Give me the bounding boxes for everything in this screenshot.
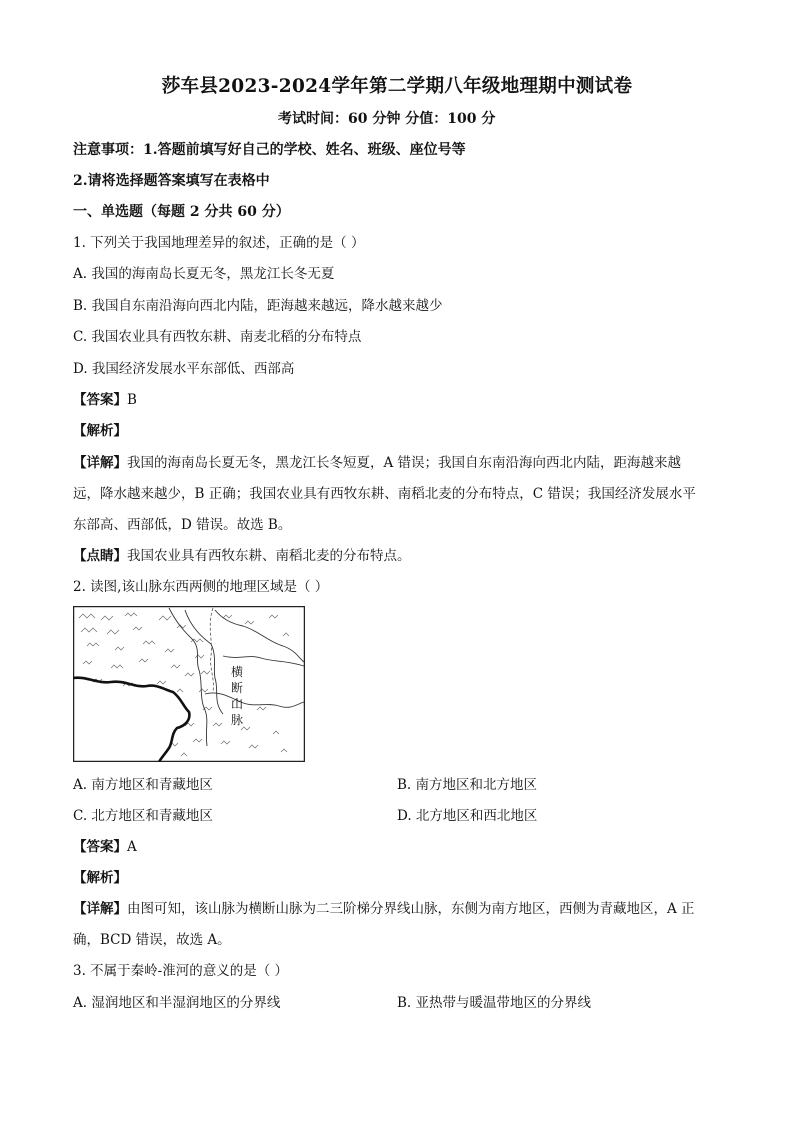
map-label-char: 断 <box>230 681 244 695</box>
q1-point <box>73 547 411 565</box>
q2-stem: 2. 读图,该山脉东西两侧的地理区域是（ ） <box>73 579 329 595</box>
map-figure <box>73 606 305 762</box>
q2-option-b: B. 南方地区和北方地区 <box>397 777 538 793</box>
q2-detail-2: 确，BCD 错误，故选 A。 <box>73 932 231 948</box>
q2-option-c: C. 北方地区和青藏地区 <box>73 808 213 824</box>
q2-answer <box>73 838 137 856</box>
q2-analysis-tag: 【解析】 <box>73 870 127 886</box>
q1-option-a: A. 我国的海南岛长夏无冬，黑龙江长冬无夏 <box>73 266 335 282</box>
detail-tag: 【详解】 <box>73 455 127 471</box>
q3-option-a: A. 湿润地区和半湿润地区的分界线 <box>73 995 281 1011</box>
notice-1: 注意事项：1.答题前填写好自己的学校、姓名、班级、座位号等 <box>73 142 466 158</box>
page-title: 莎车县2023-2024学年第二学期八年级地理期中测试卷 <box>161 76 633 97</box>
map-label-char: 山 <box>230 697 244 711</box>
answer-value: B <box>127 392 137 408</box>
q1-stem: 1. 下列关于我国地理差异的叙述，正确的是（ ） <box>73 235 365 251</box>
q1-option-b: B. 我国自东南沿海向西北内陆，距海越来越远，降水越来越少 <box>73 298 443 314</box>
q3-option-b: B. 亚热带与暖温带地区的分界线 <box>397 995 592 1011</box>
q2-option-d: D. 北方地区和西北地区 <box>397 808 538 824</box>
detail-text: 由图可知，该山脉为横断山脉为二三阶梯分界线山脉，东侧为南方地区，西侧为青藏地区，A 正 <box>127 901 695 917</box>
q2-detail-1 <box>73 900 695 918</box>
section-heading: 一、单选题（每题 2 分共 60 分） <box>73 204 290 220</box>
q1-option-d: D. 我国经济发展水平东部低、西部高 <box>73 361 295 377</box>
answer-tag: 【答案】 <box>73 839 127 855</box>
answer-value: A <box>127 839 137 855</box>
q1-detail-2: 远，降水越来越少，B 正确；我国农业具有西牧东耕、南稻北麦的分布特点，C 错误；我国经济发展水平 <box>73 486 696 502</box>
detail-tag: 【详解】 <box>73 901 127 917</box>
map-label-char: 横 <box>230 665 244 679</box>
point-text: 我国农业具有西牧东耕、南稻北麦的分布特点。 <box>127 548 411 564</box>
q2-option-a: A. 南方地区和青藏地区 <box>73 777 213 793</box>
detail-text: 我国的海南岛长夏无冬，黑龙江长冬短夏，A 错误；我国自东南沿海向西北内陆，距海越来越 <box>127 455 682 471</box>
q3-stem: 3. 不属于秦岭-淮河的意义的是（ ） <box>73 963 289 979</box>
q1-detail-1 <box>73 454 681 472</box>
notice-2: 2.请将选择题答案填写在表格中 <box>73 173 270 189</box>
exam-info: 考试时间：60 分钟 分值：100 分 <box>278 111 496 127</box>
map-label-char: 脉 <box>230 713 244 727</box>
q1-answer <box>73 391 137 409</box>
answer-tag: 【答案】 <box>73 392 127 408</box>
q1-analysis-tag: 【解析】 <box>73 423 127 439</box>
q1-detail-3: 东部高、西部低，D 错误。故选 B。 <box>73 517 292 533</box>
hengduan-map <box>73 606 305 762</box>
point-tag: 【点睛】 <box>73 548 127 564</box>
q1-option-c: C. 我国农业具有西牧东耕、南麦北稻的分布特点 <box>73 329 362 345</box>
